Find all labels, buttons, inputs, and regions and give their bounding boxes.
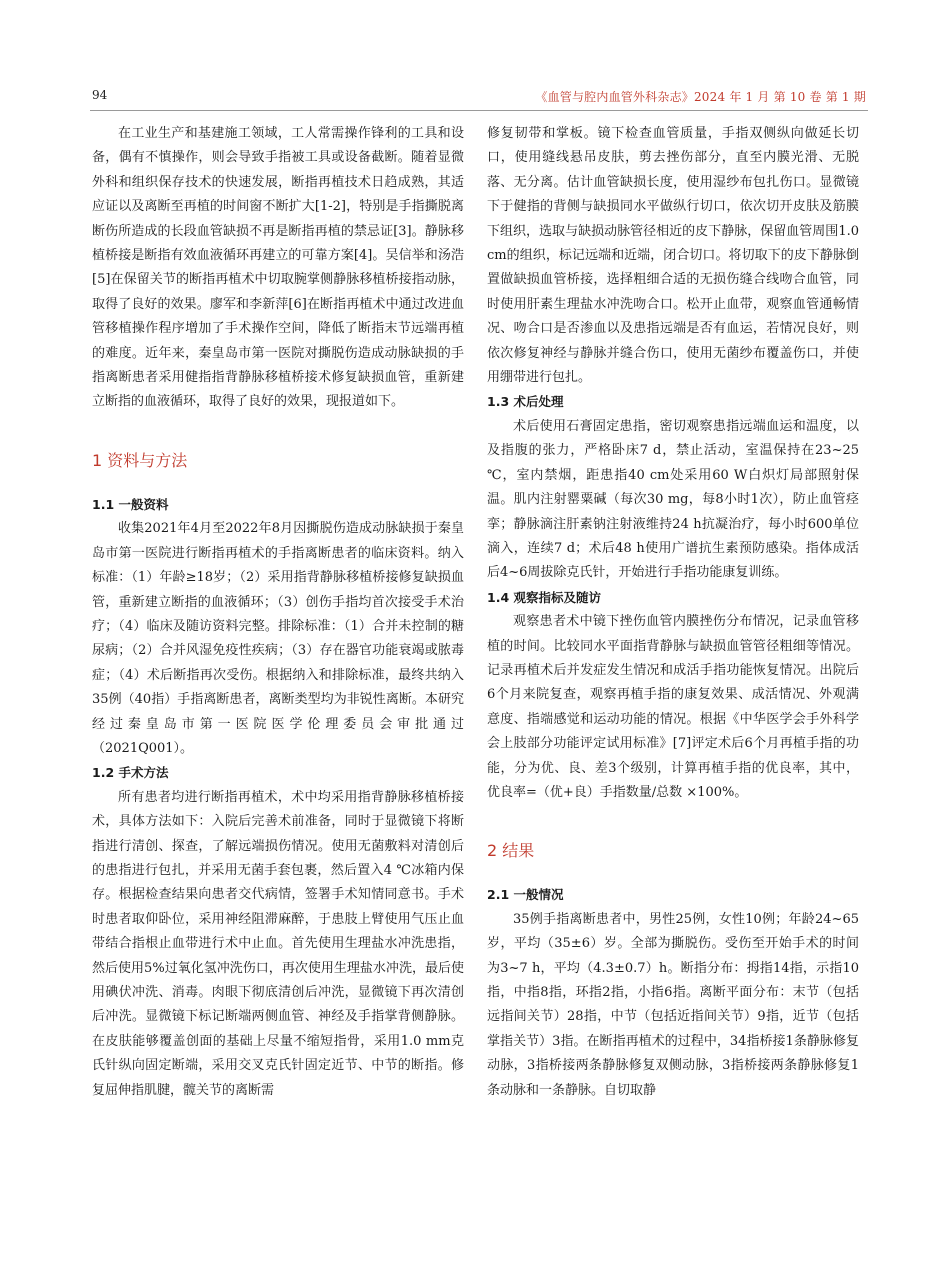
intro-paragraph: 在工业生产和基建施工领域，工人常需操作锋利的工具和设备，偶有不慎操作，则会导致手指被工具或设备截断。随着显微外科和组织保存技术的快速发展，断指再植技术日趋成熟，其适应证以及离断至再植的时间窗不断扩大[1-2]，特别是手指撕脱离断伤所造成的长段血管缺损不再是断指再植的禁忌证[3]。静脉移植桥接是断指有效血液循环再建立的可靠方案[4]。吴信举和汤浩[5]在保留关节的断指再植术中切取腕掌侧静脉移植桥接指动脉，取得了良好的效果。廖军和李新萍[6]在断指再植术中通过改进血管移植操作程序增加了手术操作空间，降低了断指末节远端再植的难度。近年来，秦皇岛市第一医院对撕脱伤造成动脉缺损的手指离断患者采用健指指背静脉移植桥接术修复缺损血管，重新建立断指的血液循环，取得了良好的效果，现报道如下。 (92, 126, 464, 410)
subsection-2-1-text: 35例手指离断患者中，男性25例，女性10例；年龄24~65岁，平均（35±6）岁。全部为撕脱伤。受伤至开始手术的时间为3~7 h，平均（4.3±0.7）h。断指分布：拇指14指，示指10指，中指8指，环指2指，小指6指。离断平面分布：末节（包括远指间关节）28指，中节（包括近指间关节）9指，近节（包括掌指关节）3指。在断指再植术的过程中，34指桥接1条静脉修复动脉，3指桥接两条静脉修复双侧动脉，3指桥接两条静脉修复1条动脉和一条静脉。自切取静 (487, 911, 859, 1098)
right-column (487, 122, 859, 1103)
subsection-1-3-text: 术后使用石膏固定患指，密切观察患指远端血运和温度，以及指腹的张力，严格卧床7 d，禁止活动，室温保持在23~25 ℃，室内禁烟，距患指40 cm处采用60 W白炽灯局部照射保温。肌内注射罂粟碱（每次30 mg，每8小时1次），防止血管痉挛；静脉滴注肝素钠注射液维持24 h抗凝治疗，每小时600单位滴入，连续7 d；术后48 h使用广谱抗生素预防感染。指体成活后4~6周拔除克氏针，开始进行手指功能康复训练。 (487, 418, 859, 581)
journal-running-header: 《血管与腔内血管外科杂志》2024 年 1 月 第 10 卷 第 1 期 (535, 90, 866, 104)
subsection-2-1-heading: 2.1 一般情况 (487, 887, 564, 903)
subsection-1-2-heading: 1.2 手术方法 (92, 765, 169, 781)
subsection-1-2-text: 所有患者均进行断指再植术，术中均采用指背静脉移植桥接术，具体方法如下：入院后完善术前准备，同时于显微镜下将断指进行清创、探查，了解远端损伤情况。使用无菌敷料对清创后的患指进行包扎，并采用无菌手套包裹，然后置入4 ℃冰箱内保存。根据检查结果向患者交代病情，签署手术知情同意书。手术时患者取仰卧位，采用神经阻滞麻醉，于患肢上臂使用气压止血带结合指根止血带进行术中止血。首先使用生理盐水冲洗患指，然后使用5%过氧化氢冲洗伤口，再次使用生理盐水冲洗，最后使用碘伏冲洗、消毒。肉眼下彻底清创后冲洗，显微镜下再次清创后冲洗。显微镜下标记断端两侧血管、神经及手指掌背侧静脉。在皮肤能够覆盖创面的基础上尽量不缩短指骨，采用1.0 mm克氏针纵向固定断端，采用交叉克氏针固定近节、中节的断指。修复屈伸指肌腱，髋关节的离断需 (92, 789, 464, 1098)
subsection-1-3-heading: 1.3 术后处理 (487, 394, 564, 410)
subsection-1-4-text: 观察患者术中镜下挫伤血管内膜挫伤分布情况，记录血管移植的时间。比较同水平面指背静脉与缺损血管管径粗细等情况。记录再植术后并发症发生情况和成活手指功能恢复情况。出院后6个月来院复查，观察再植手指的康复效果、成活情况、外观满意度、指端感觉和运动功能的情况。根据《中华医学会手外科学会上肢部分功能评定试用标准》[7]评定术后6个月再植手指的功能，分为优、良、差3个级别，计算再植手指的优良率，其中，优良率=（优+良）手指数量/总数 ×100%。 (487, 614, 859, 800)
subsection-1-1-heading: 1.1 一般资料 (92, 496, 169, 512)
left-column (92, 122, 464, 1103)
section-1-heading: 1 资料与方法 (92, 450, 188, 470)
subsection-1-4-heading: 1.4 观察指标及随访 (487, 589, 601, 605)
page-number: 94 (92, 88, 108, 102)
subsection-1-1-text: 收集2021年4月至2022年8月因撕脱伤造成动脉缺损于秦皇岛市第一医院进行断指再植术的手指离断患者的临床资料。纳入标准：（1）年龄≥18岁；（2）采用指背静脉移植桥接修复缺损血管，重新建立断指的血液循环；（3）创伤手指均首次接受手术治疗；（4）临床及随访资料完整。排除标准：（1）合并未控制的糖尿病；（2）合并风湿免疫性疾病；（3）存在器官功能衰竭或脓毒症；（4）术后断指再次受伤。根据纳入和排除标准，最终共纳入35例（40指）手指离断患者，离断类型均为非锐性离断。本研究经过秦皇岛市第一医院医学伦理委员会审批通过（2021Q001）。 (92, 521, 464, 756)
subsection-1-2-continuation: 修复韧带和掌板。镜下检查血管质量，手指双侧纵向做延长切口，使用缝线悬吊皮肤，剪去挫伤部分，直至内膜光滑、无脱落、无分离。估计血管缺损长度，使用湿纱布包扎伤口。显微镜下于健指的背侧与缺损同水平做纵行切口，依次切开皮肤及筋膜下组织，选取与缺损动脉管径相近的皮下静脉，保留血管周围1.0 cm的组织，标记远端和近端，闭合切口。将切取下的皮下静脉倒置做缺损血管桥接，选择粗细合适的无损伤缝合线吻合血管，同时使用肝素生理盐水冲洗吻合口。松开止血带，观察血管通畅情况、吻合口是否渗血以及患指远端是否有血运，若情况良好，则依次修复神经与静脉并缝合伤口，使用无菌纱布覆盖伤口，并使用绷带进行包扎。 (487, 126, 859, 386)
section-2-heading: 2 结果 (487, 841, 535, 861)
header-divider (90, 110, 868, 111)
